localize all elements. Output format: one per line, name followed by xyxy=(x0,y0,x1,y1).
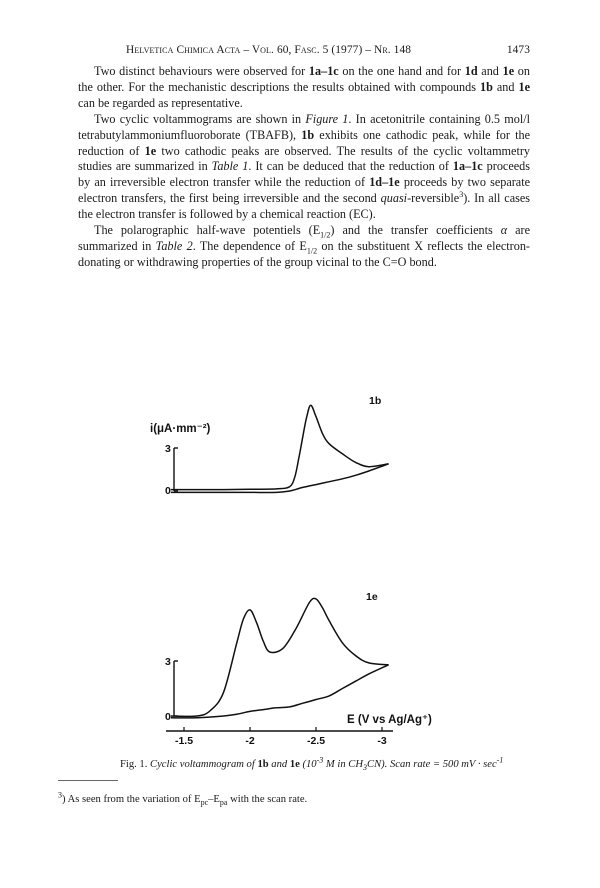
compound-ref: 1b xyxy=(257,759,269,770)
text: proceeds by two separate electron transfers, the first being irreversible and the second xyxy=(78,175,530,206)
table-ref: Table 1 xyxy=(211,159,249,174)
text: two cathodic peaks are observed. The results of the cyclic voltammetry studies are summarized in xyxy=(78,143,530,174)
footnote-text: with the scan rate. xyxy=(227,794,308,805)
text: on the other. For the mechanistic descriptions the results obtained with compounds xyxy=(78,64,530,94)
text: and xyxy=(492,79,519,94)
caption-exponent: -1 xyxy=(496,755,504,765)
text: -reversible xyxy=(407,191,460,206)
x-tick-label: -2 xyxy=(245,735,255,747)
y-tick-label-0: 0 xyxy=(165,711,171,723)
y-axis-label: i(μA·mm⁻²) xyxy=(150,423,211,435)
series-1e-line xyxy=(171,598,389,716)
subscript: 1/2 xyxy=(320,230,331,240)
text: ) and the transfer coefficients xyxy=(330,223,501,238)
italic-term: quasi xyxy=(380,191,408,206)
x-tick-label: -3 xyxy=(377,735,387,747)
curves-1b xyxy=(171,405,389,492)
text: proceeds by an irreversible electron transfer while the reduction of xyxy=(78,159,530,190)
series-1b-line xyxy=(171,405,389,489)
subscript: 1/2 xyxy=(306,246,318,256)
x-axis-label: E (V vs Ag/Ag⁺) xyxy=(347,714,432,726)
compound-ref: 1e xyxy=(144,143,157,158)
compound-ref: 1e xyxy=(502,64,515,78)
compound-ref: 1e xyxy=(518,79,530,94)
curve-label-1b: 1b xyxy=(369,395,382,407)
table-ref: Table 2 xyxy=(155,238,193,253)
compound-ref: 1d xyxy=(464,64,478,78)
footnote xyxy=(58,790,528,808)
text: Two cyclic voltammograms are shown in xyxy=(94,111,306,126)
text: ). In all cases the electron transfer is followed by a chemical reaction (EC). xyxy=(78,191,530,222)
text: . In acetonitrile containing 0.5 mol/l tetrabutylammoniumfluoroborate (TBAFB), xyxy=(78,111,530,142)
caption-text: and xyxy=(268,759,290,770)
curve-label-1e: 1e xyxy=(366,591,378,603)
compound-ref: 1b xyxy=(301,127,315,142)
text: . The dependence of E xyxy=(192,238,307,253)
text: The polarographic half-wave potentiels (E xyxy=(94,223,321,238)
caption-exponent: -3 xyxy=(316,755,324,765)
y-tick-label-3: 3 xyxy=(165,443,171,455)
page-number: 1473 xyxy=(506,44,530,56)
caption-text: M in CH xyxy=(323,759,364,770)
x-tick-label: -1.5 xyxy=(174,735,194,747)
subscript: pc xyxy=(200,798,209,808)
figure-caption xyxy=(120,755,540,773)
subscript: pa xyxy=(219,798,228,808)
text: exhibits one cathodic peak, while for the reduction of xyxy=(78,127,531,158)
curves-1e xyxy=(171,598,389,718)
footnote-text: ) As seen from the variation of E xyxy=(62,794,201,805)
text: . It can be deduced that the reduction of xyxy=(248,159,453,174)
alpha-symbol: α xyxy=(500,223,508,238)
compound-ref: 1b xyxy=(479,79,493,94)
footnote-mark: 3 xyxy=(459,190,464,200)
journal-header: Helvetica Chimica Acta – Vol. 60, Fasc. 5 (1977) – Nr. 148 xyxy=(126,44,412,56)
text: can be regarded as representative. xyxy=(78,95,243,110)
caption-text: CN). Scan rate = 500 mV · sec xyxy=(367,759,497,770)
text: and xyxy=(477,64,503,78)
chart-1b xyxy=(150,395,389,497)
text: on the one hand and for xyxy=(338,64,465,78)
text: on the substituent X reflects the electron-donating or withdrawing properties of the group vicinal to the C=O bond. xyxy=(78,238,530,269)
footnote-rule xyxy=(58,780,118,781)
series-1e-reverse--line xyxy=(171,665,389,718)
text: are summarized in xyxy=(78,223,530,253)
compound-ref: 1a–1c xyxy=(308,64,339,78)
x-tick-label: -2.5 xyxy=(306,735,326,747)
compound-ref: 1d–1e xyxy=(369,175,400,190)
caption-prefix: Fig. 1. xyxy=(120,759,151,770)
compound-ref: 1a–1c xyxy=(452,159,483,174)
text: Two distinct behaviours were observed for xyxy=(94,64,309,78)
compound-ref: 1e xyxy=(289,759,300,770)
figure-ref: Figure 1 xyxy=(305,111,349,126)
caption-text: Cyclic voltammogram of xyxy=(150,759,258,770)
y-tick-label-0: 0 xyxy=(165,485,171,497)
y-tick-label-3: 3 xyxy=(165,656,171,668)
chart-1e xyxy=(165,591,432,747)
footnote-text: –E xyxy=(208,794,220,805)
caption-text: (10 xyxy=(299,759,317,770)
footnote-mark: 3 xyxy=(58,790,62,800)
caption-subscript: 3 xyxy=(363,763,368,773)
